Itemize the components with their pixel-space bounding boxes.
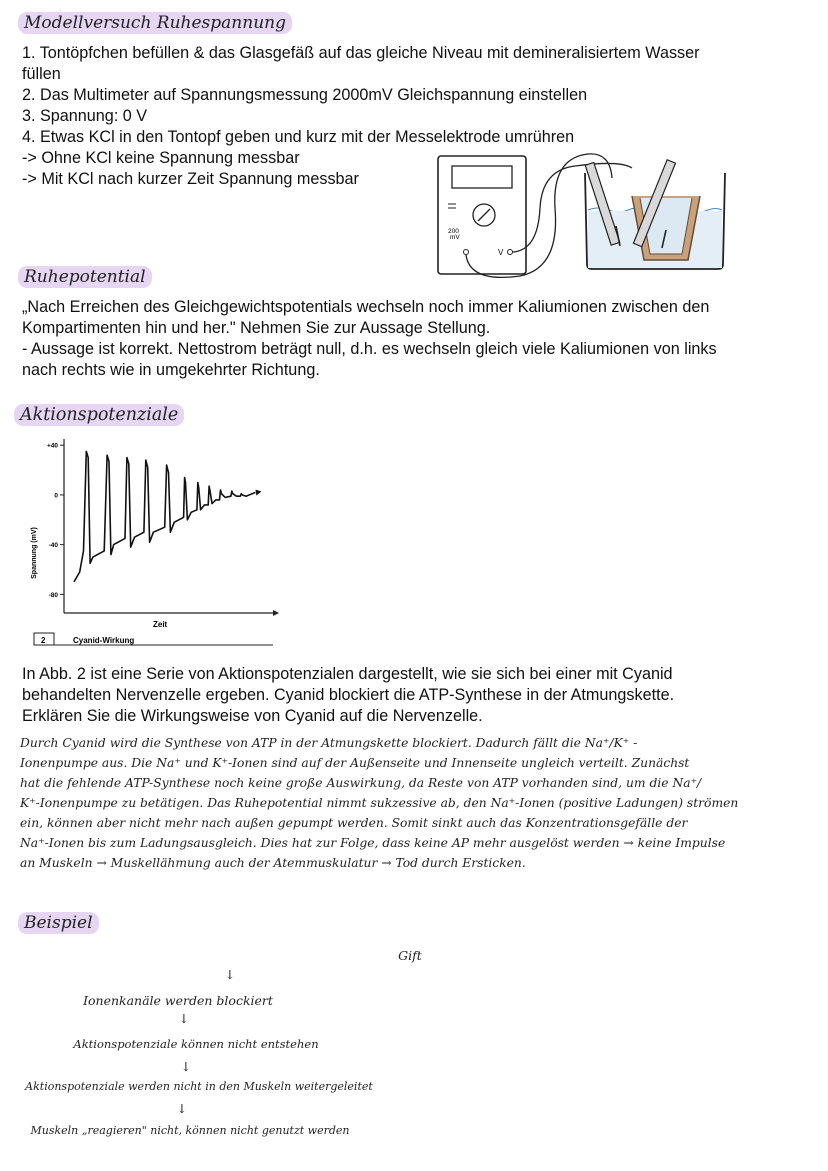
ruhepotential-line: „Nach Erreichen des Gleichgewichtspotentials wechseln noch immer Kaliumionen zwischen den (22, 298, 710, 316)
cyanid-task (22, 664, 812, 727)
answer-line: Durch Cyanid wird die Synthese von ATP in der Atmungskette blockiert. Dadurch fällt die Na⁺/K⁺ - (20, 736, 638, 750)
ruhepotential-line: nach rechts wie in umgekehrter Richtung. (22, 361, 320, 379)
ruhepotential-text (22, 297, 817, 381)
y-tick-label: 0 (54, 492, 58, 500)
answer-line: ein, können aber nicht mehr nach außen gepumpt werden. Somit sinkt auch das Konzentrationsgefälle der (20, 816, 688, 830)
flow-step-weiterleitung: Aktionspotenziale werden nicht in den Muskeln weitergeleitet (25, 1080, 373, 1093)
versuch-line: 1. Tontöpfchen befüllen & das Glasgefäß auf das gleiche Niveau mit demineralisiertem Wasser (22, 44, 700, 62)
versuch-line: 3. Spannung: 0 V (22, 107, 148, 125)
action-potential-chart (28, 433, 283, 653)
answer-line: hat die fehlende ATP-Synthese noch keine große Auswirkung, da Reste von ATP vorhanden sind, um die Na⁺/ (20, 776, 702, 790)
heading-ruhepotential: Ruhepotential (18, 266, 152, 288)
heading-aktionspotenziale: Aktionspotenziale (14, 404, 184, 426)
multimeter-apparatus-drawing (420, 148, 740, 283)
flow-arrow: ↓ (178, 1011, 190, 1026)
flow-step-muskeln: Muskeln „reagieren" nicht, können nicht genutzt werden (30, 1124, 350, 1137)
ruhepotential-line: Kompartimenten hin und her." Nehmen Sie zur Aussage Stellung. (22, 319, 491, 337)
x-axis-label: Zeit (153, 620, 168, 629)
flow-arrow: ↓ (176, 1101, 188, 1116)
ruhepotential-line: - Aussage ist korrekt. Nettostrom beträgt null, d.h. es wechseln gleich viele Kaliumionen von links (22, 340, 717, 358)
flow-step-aktionspotenziale: Aktionspotenziale können nicht entstehen (73, 1037, 319, 1051)
versuch-line: -> Mit KCl nach kurzer Zeit Spannung messbar (22, 170, 359, 188)
series-end-arrow (255, 489, 261, 495)
flow-step-ionenkanaele: Ionenkanäle werden blockiert (83, 993, 273, 1008)
heading-beispiel: Beispiel (18, 912, 99, 934)
task-line: Erklären Sie die Wirkungsweise von Cyanid auf die Nervenzelle. (22, 707, 483, 725)
answer-line: K⁺-Ionenpumpe zu betätigen. Das Ruhepotential nimmt sukzessive ab, den Na⁺-Ionen (positive Ladungen) strömen (20, 796, 739, 810)
range-label-top: 200 (448, 228, 459, 235)
versuch-line: 2. Das Multimeter auf Spannungsmessung 2000mV Gleichspannung einstellen (22, 86, 588, 104)
answer-line: Na⁺-Ionen bis zum Ladungsausgleich. Dies hat zur Folge, dass keine AP mehr ausgelöst werden → keine Impulse (20, 836, 726, 850)
range-label-bottom: mV (450, 234, 460, 241)
y-tick-label: -80 (48, 591, 58, 599)
figure-number: 2 (41, 636, 46, 645)
flow-arrow: ↓ (224, 967, 236, 982)
task-line: In Abb. 2 ist eine Serie von Aktionspotenzialen dargestellt, wie sie sich bei einer mit Cyanid (22, 665, 673, 683)
cyanid-answer-handwritten (20, 733, 815, 873)
versuch-line: 4. Etwas KCl in den Tontopf geben und kurz mit der Messelektrode umrühren (22, 128, 575, 146)
flow-step-gift: Gift (398, 948, 422, 963)
versuch-line: -> Ohne KCl keine Spannung messbar (22, 149, 300, 167)
multimeter-body (438, 156, 526, 274)
y-tick-label: -40 (48, 542, 58, 550)
flow-arrow: ↓ (180, 1059, 192, 1074)
answer-line: an Muskeln → Muskellähmung auch der Atemmuskulatur → Tod durch Ersticken. (20, 856, 526, 870)
connector-v-label: V (498, 248, 504, 257)
heading-modellversuch: Modellversuch Ruhespannung (18, 12, 292, 34)
y-axis-label: Spannung (mV) (31, 527, 38, 579)
answer-line: Ionenpumpe aus. Die Na⁺ und K⁺-Ionen sind auf der Außenseite und Innenseite ungleich verteilt. Zunächst (20, 756, 690, 770)
versuch-line: füllen (22, 65, 61, 83)
y-tick-label: +40 (46, 442, 58, 450)
figure-caption: Cyanid-Wirkung (73, 636, 135, 645)
voltage-series-line (74, 451, 255, 582)
task-line: behandelten Nervenzelle ergeben. Cyanid blockiert die ATP-Synthese in der Atmungskette. (22, 686, 675, 704)
